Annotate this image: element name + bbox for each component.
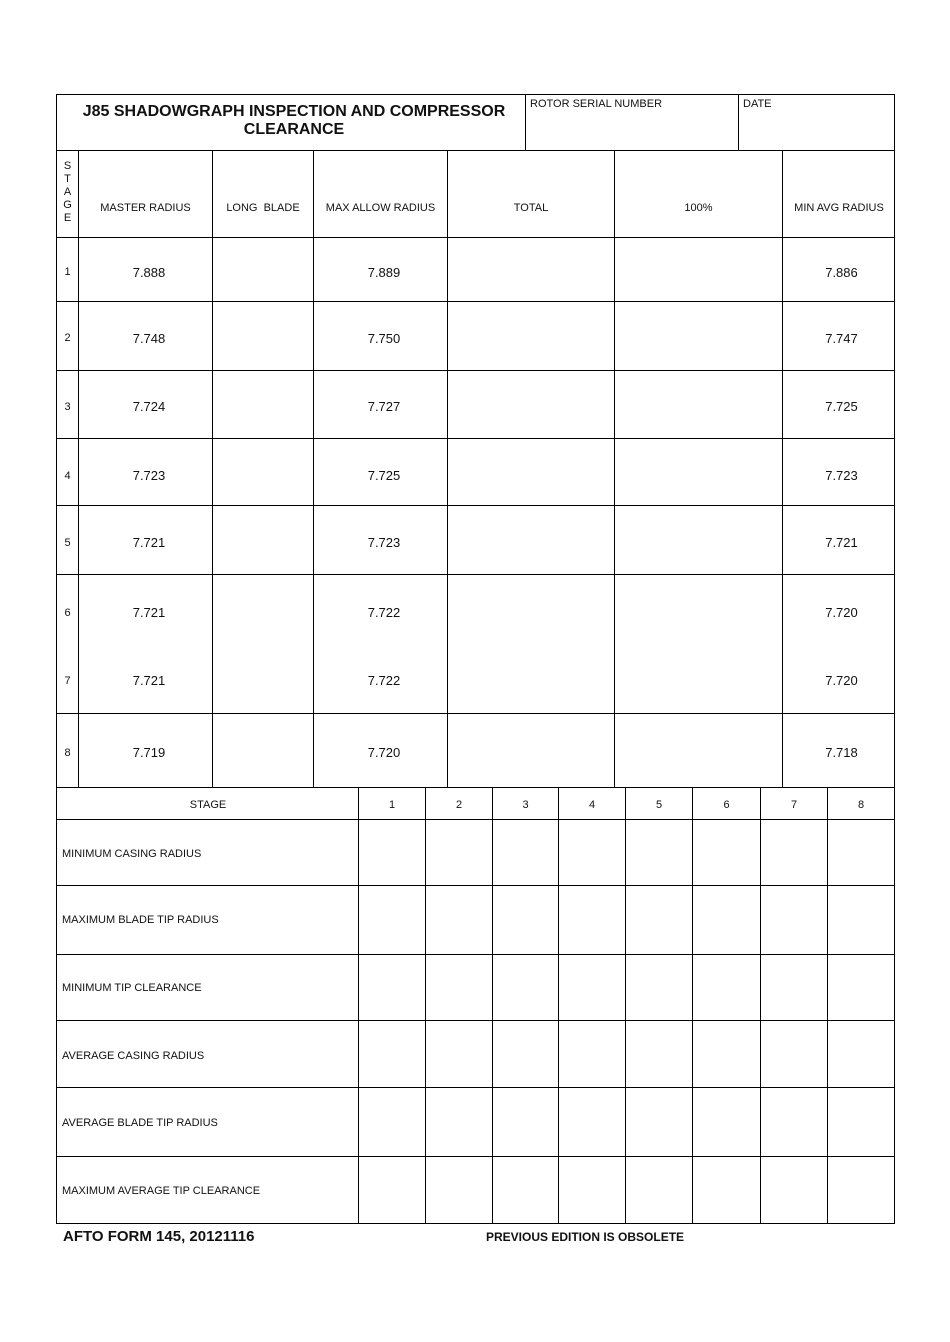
col-header-total: TOTAL [513,202,549,214]
max-allow-radius-value: 7.722 [367,673,401,688]
table1-row-line [56,301,895,302]
table2-col-line [358,787,359,1224]
table2-row-line [56,819,895,820]
master-radius-value: 7.723 [132,468,166,483]
stage-number: 2 [64,332,71,344]
min-avg-radius-value: 7.720 [825,673,858,688]
master-radius-value: 7.724 [132,399,166,414]
header-divider [738,94,739,150]
master-radius-value: 7.719 [132,745,166,760]
col-header-100-percent: 100% [684,202,713,214]
row-label-minimum-tip-clearance: MINIMUM TIP CLEARANCE [62,982,202,994]
row-label-average-blade-tip-radius: AVERAGE BLADE TIP RADIUS [62,1117,218,1129]
stage-col-header: 4 [588,799,596,811]
average-blade-tip-radius-inputs[interactable] [360,1089,894,1155]
master-radius-value: 7.748 [132,331,166,346]
stage-number: 5 [64,537,71,549]
master-radius-value: 7.721 [132,535,166,550]
total-input[interactable] [449,372,613,437]
percent-input[interactable] [616,239,781,300]
stage-number: 4 [64,470,71,482]
col-header-min-avg-radius: MIN AVG RADIUS [794,202,884,214]
max-allow-radius-value: 7.720 [367,745,401,760]
total-input[interactable] [449,239,613,300]
percent-input[interactable] [616,507,781,573]
col-header-master-radius: MASTER RADIUS [100,202,191,214]
min-avg-radius-value: 7.718 [825,745,858,760]
col-header-max-allow-radius: MAX ALLOW RADIUS [325,202,436,214]
obsolete-notice: PREVIOUS EDITION IS OBSOLETE [486,1230,685,1244]
percent-input[interactable] [616,715,781,786]
min-avg-radius-value: 7.747 [825,331,858,346]
date-label: DATE [743,98,772,110]
min-avg-radius-value: 7.723 [825,468,858,483]
min-avg-radius-value: 7.721 [825,535,858,550]
stage-number: 6 [64,607,71,619]
table1-row-line [56,505,895,506]
form-title: J85 SHADOWGRAPH INSPECTION AND COMPRESSOR CLEARANCE [82,103,506,138]
max-allow-radius-value: 7.889 [367,265,401,280]
long-blade-input[interactable] [214,239,312,300]
max-allow-radius-value: 7.723 [367,535,401,550]
max-allow-radius-value: 7.722 [367,605,401,620]
percent-input[interactable] [616,576,781,644]
stage-number: 3 [64,401,71,413]
total-input[interactable] [449,303,613,369]
maximum-blade-tip-radius-inputs[interactable] [360,887,894,953]
long-blade-input[interactable] [214,372,312,437]
total-input[interactable] [449,645,613,712]
table1-col-line [614,150,615,787]
table1-row-line [56,237,895,238]
stage-row-header: STAGE [189,799,227,811]
total-input[interactable] [449,576,613,644]
table1-row-line [56,438,895,439]
stage-col-header: 3 [522,799,529,811]
total-input[interactable] [449,715,613,786]
table1-row-line [56,787,895,788]
stage-col-header: 1 [388,799,396,811]
table2-row-line [56,885,895,886]
max-allow-radius-value: 7.725 [367,468,401,483]
min-avg-radius-value: 7.886 [825,265,858,280]
stage-number: 8 [64,747,71,759]
total-input[interactable] [449,440,613,504]
minimum-tip-clearance-inputs[interactable] [360,956,894,1019]
long-blade-input[interactable] [214,507,312,573]
stage-number: 1 [64,266,71,278]
max-allow-radius-value: 7.750 [367,331,401,346]
long-blade-input[interactable] [214,303,312,369]
maximum-average-tip-clearance-inputs[interactable] [360,1158,894,1222]
stage-vertical-header: S T A G E [63,160,72,224]
total-input[interactable] [449,507,613,573]
header-divider [525,94,526,150]
table1-row-line [56,574,895,575]
stage-col-header: 5 [655,799,663,811]
row-label-average-casing-radius: AVERAGE CASING RADIUS [62,1050,205,1062]
rotor-serial-label: ROTOR SERIAL NUMBER [530,98,663,110]
stage-col-header: 6 [723,799,730,811]
stage-number: 7 [64,675,71,687]
min-avg-radius-value: 7.720 [825,605,858,620]
long-blade-input[interactable] [214,576,312,644]
rotor-serial-input[interactable] [527,114,736,148]
table1-row-line [56,713,895,714]
percent-input[interactable] [616,645,781,712]
long-blade-input[interactable] [214,440,312,504]
master-radius-value: 7.721 [132,673,166,688]
max-allow-radius-value: 7.727 [367,399,401,414]
row-label-minimum-casing-radius: MINIMUM CASING RADIUS [62,848,202,860]
stage-col-header: 2 [455,799,463,811]
percent-input[interactable] [616,372,781,437]
row-label-maximum-average-tip-clearance: MAXIMUM AVERAGE TIP CLEARANCE [62,1185,261,1197]
average-casing-radius-inputs[interactable] [360,1022,894,1086]
long-blade-input[interactable] [214,645,312,712]
table2-row-line [56,1156,895,1157]
master-radius-value: 7.721 [132,605,166,620]
row-label-maximum-blade-tip-radius: MAXIMUM BLADE TIP RADIUS [62,914,219,926]
header-bottom-line [56,150,895,151]
master-radius-value: 7.888 [132,265,166,280]
date-input[interactable] [740,114,892,148]
table2-row-line [56,1020,895,1021]
percent-input[interactable] [616,303,781,369]
col-header-long-blade: LONG BLADE [226,202,300,214]
stage-col-header: 8 [857,799,865,811]
minimum-casing-radius-inputs[interactable] [360,821,894,884]
form-id: AFTO FORM 145, 20121116 [63,1228,255,1245]
percent-input[interactable] [616,440,781,504]
stage-col-header: 7 [790,799,798,811]
min-avg-radius-value: 7.725 [825,399,858,414]
table1-row-line [56,370,895,371]
table2-row-line [56,1087,895,1088]
table2-row-line [56,954,895,955]
long-blade-input[interactable] [214,715,312,786]
